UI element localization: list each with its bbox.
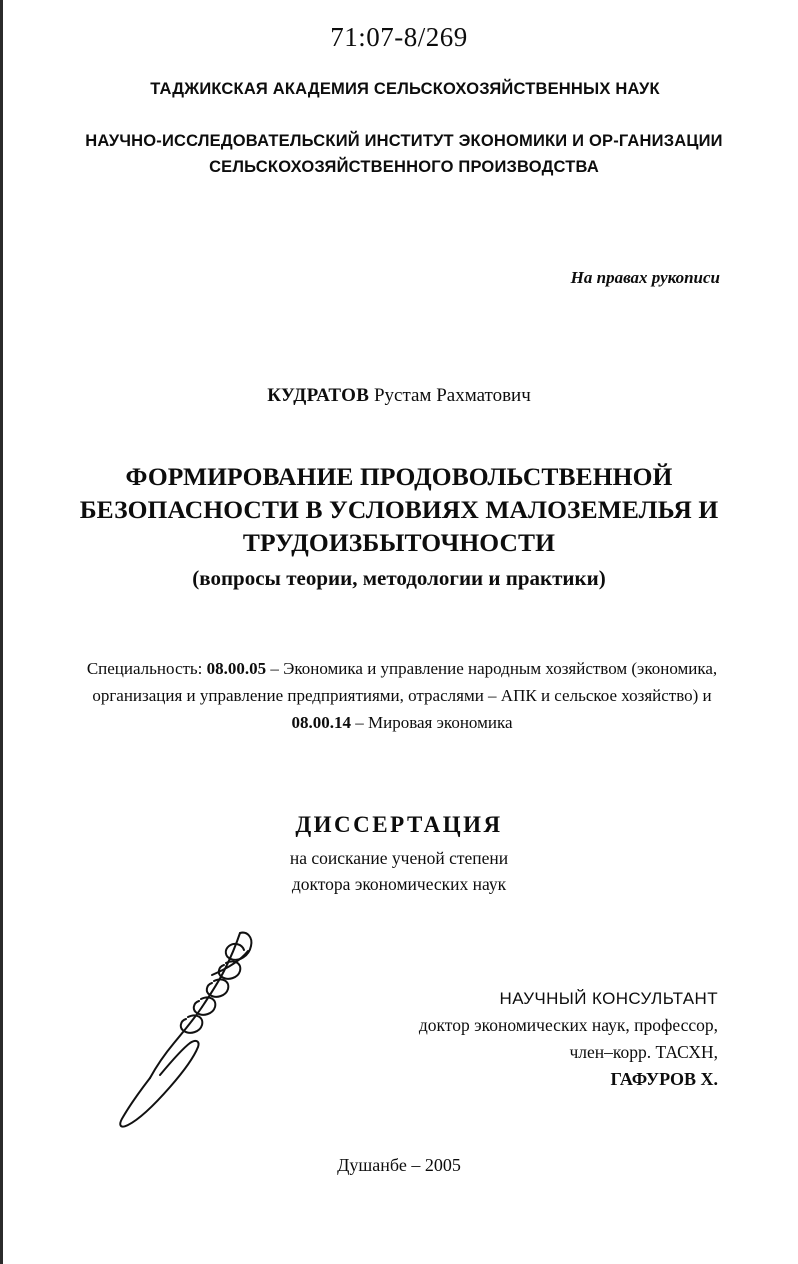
author-given-name: Рустам Рахматович (373, 385, 531, 406)
consultant-line-2: член–корр. ТАСХН, (569, 1042, 718, 1062)
consultant-heading: НАУЧНЫЙ КОНСУЛЬТАНТ (499, 989, 718, 1008)
manuscript-note: На правах рукописи (570, 268, 720, 287)
author-surname: КУДРАТОВ (267, 385, 370, 406)
institute-name: НАУЧНО-ИССЛЕДОВАТЕЛЬСКИЙ ИНСТИТУТ ЭКОНОМИКИ И ОР-ГАНИЗАЦИИ СЕЛЬСКОХОЗЯЙСТВЕННОГО ПРОИЗВОДСТВА (85, 132, 723, 176)
degree-block (0, 845, 798, 897)
consultant-name: ГАФУРОВ Х. (610, 1069, 718, 1089)
degree-line-1: на соискание ученой степени (289, 848, 509, 868)
speciality-code-1: 08.00.05 (206, 659, 267, 678)
speciality-text-1: – Экономика и управление народным хозяйством (экономика, организация и управление предприятиями, отраслями – АПК и сельское хозяйство) и (92, 659, 718, 705)
place-and-year: Душанбе – 2005 (337, 1155, 461, 1175)
page-title: ФОРМИРОВАНИЕ ПРОДОВОЛЬСТВЕННОЙ БЕЗОПАСНОСТИ В УСЛОВИЯХ МАЛОЗЕМЕЛЬЯ И ТРУДОИЗБЫТОЧНОСТИ (79, 462, 719, 557)
signature-mark (90, 915, 300, 1130)
page-subtitle: (вопросы теории, методологии и практики) (192, 566, 606, 590)
scientific-consultant-block (298, 985, 718, 1093)
speciality-label: Специальность: (86, 659, 203, 678)
academy-name: ТАДЖИКСКАЯ АКАДЕМИЯ СЕЛЬСКОХОЗЯЙСТВЕННЫХ НАУК (150, 80, 660, 98)
speciality-block (86, 655, 718, 736)
catalog-number: 71:07-8/269 (330, 22, 468, 52)
speciality-text-2: – Мировая экономика (355, 713, 513, 732)
work-type: ДИССЕРТАЦИЯ (295, 812, 503, 837)
degree-line-2: доктора экономических наук (291, 874, 507, 894)
speciality-code-2: 08.00.14 (291, 713, 351, 732)
author-line (0, 385, 798, 407)
consultant-line-1: доктор экономических наук, профессор, (418, 1015, 718, 1035)
